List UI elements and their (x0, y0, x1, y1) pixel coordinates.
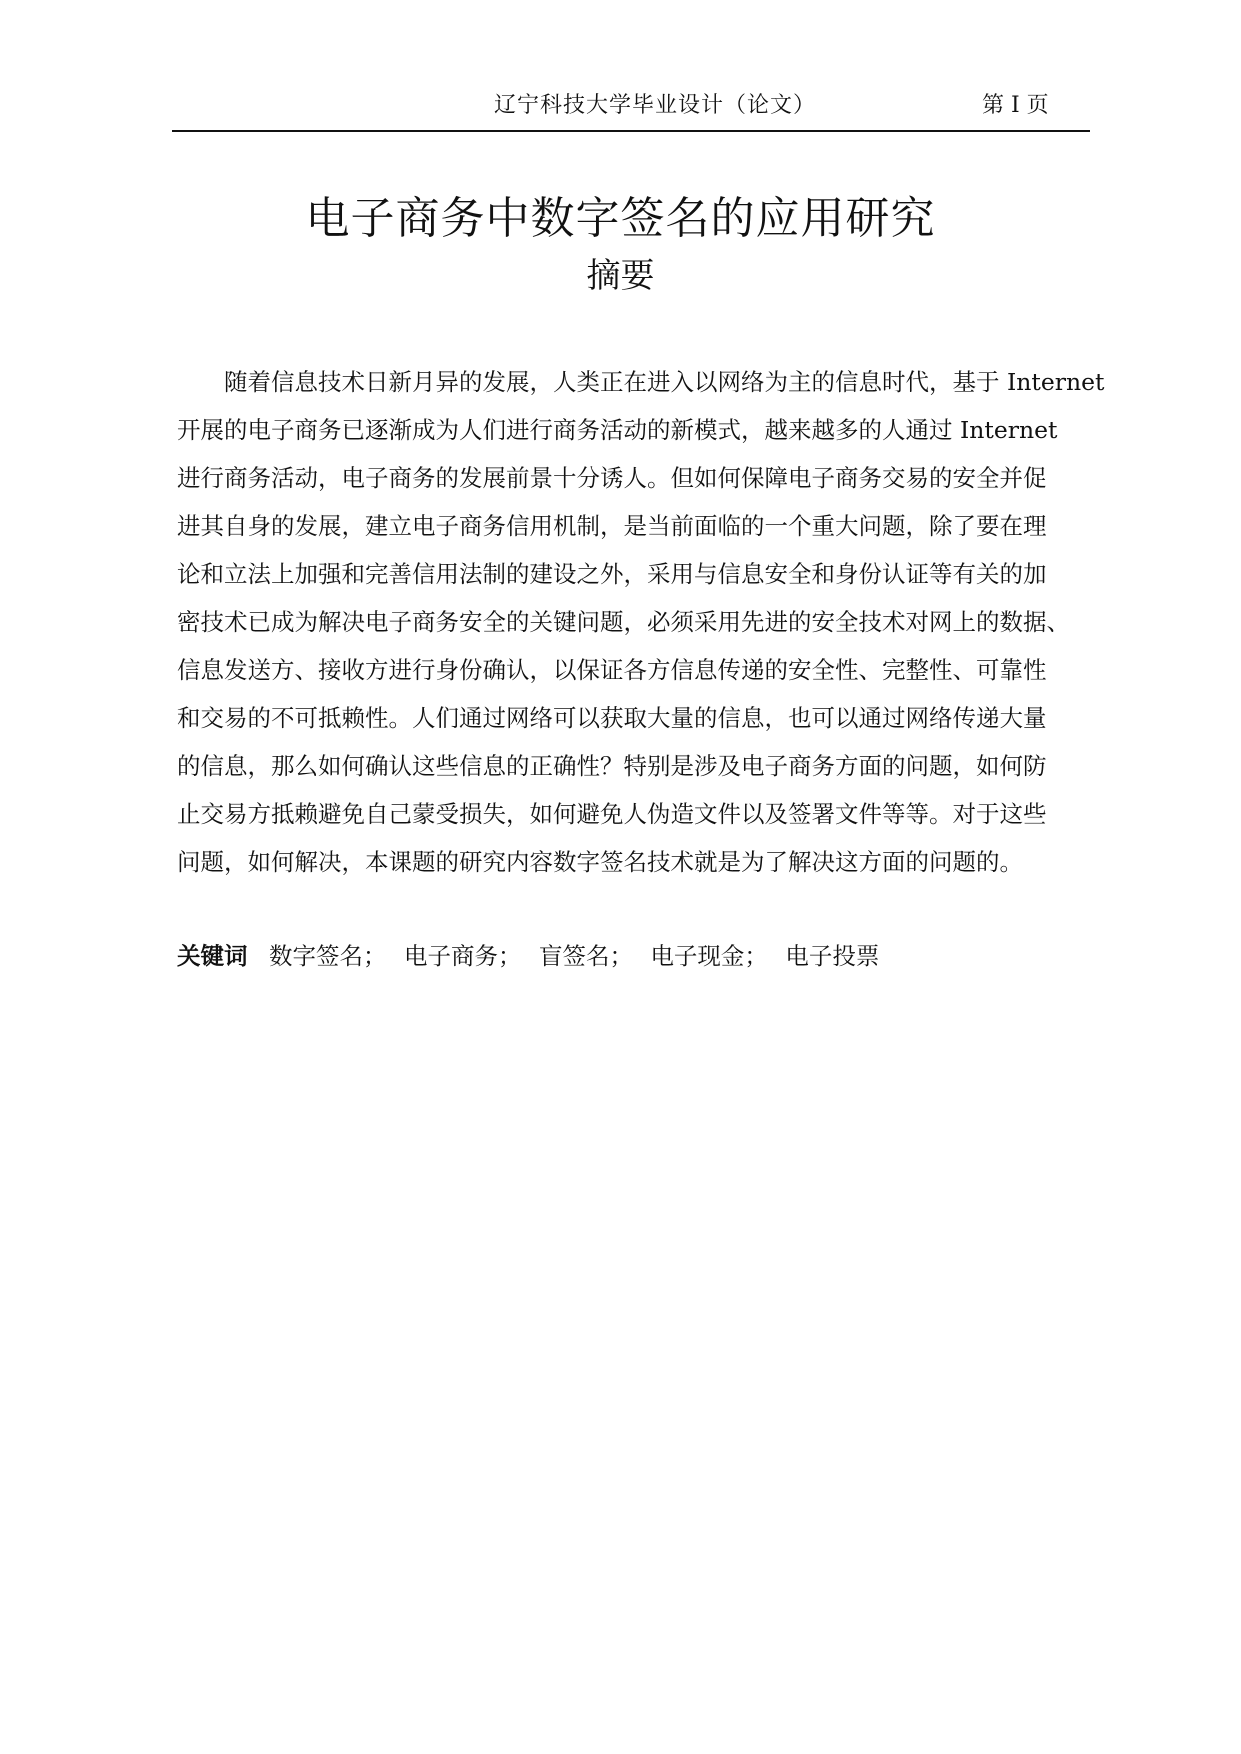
keyword: 电子商务； (403, 942, 522, 970)
abstract-line: 的信息，那么如何确认这些信息的正确性？特别是涉及电子商务方面的问题，如何防 (177, 752, 1047, 780)
abstract-body (177, 358, 1117, 886)
page-header (172, 84, 1090, 124)
header-rule (172, 130, 1090, 132)
abstract-line: 开展的电子商务已逐渐成为人们进行商务活动的新模式，越来越多的人通过 Internet (177, 416, 1058, 444)
keywords-label: 关键词 (177, 942, 248, 970)
keyword: 电子投票 (785, 942, 880, 970)
abstract-line: 和交易的不可抵赖性。人们通过网络可以获取大量的信息，也可以通过网络传递大量 (177, 704, 1047, 732)
document-title: 电子商务中数字签名的应用研究 (305, 193, 936, 244)
abstract-line: 止交易方抵赖避免自己蒙受损失，如何避免人伪造文件以及签署文件等等。对于这些 (177, 800, 1047, 828)
abstract-heading: 摘要 (586, 256, 655, 296)
keyword: 盲签名； (538, 942, 633, 970)
keyword: 数字签名； (268, 942, 387, 970)
abstract-line: 密技术已成为解决电子商务安全的关键问题，必须采用先进的安全技术对网上的数据、 (177, 608, 1070, 636)
keyword: 电子现金； (650, 942, 768, 970)
abstract-line: 进行商务活动，电子商务的发展前景十分诱人。但如何保障电子商务交易的安全并促 (177, 464, 1047, 492)
abstract-line: 问题，如何解决，本课题的研究内容数字签名技术就是为了解决这方面的问题的。 (177, 848, 1023, 876)
abstract-line: 信息发送方、接收方进行身份确认，以保证各方信息传递的安全性、完整性、可靠性 (177, 656, 1047, 684)
header-title: 辽宁科技大学毕业设计（论文） (494, 93, 817, 118)
abstract-line: 随着信息技术日新月异的发展，人类正在进入以网络为主的信息时代，基于 Internet (177, 368, 1105, 396)
header-page-number: 第 I 页 (982, 93, 1049, 118)
abstract-line: 论和立法上加强和完善信用法制的建设之外，采用与信息安全和身份认证等有关的加 (177, 560, 1047, 588)
keywords-line (177, 936, 1077, 976)
abstract-line: 进其自身的发展，建立电子商务信用机制，是当前面临的一个重大问题，除了要在理 (177, 512, 1047, 540)
